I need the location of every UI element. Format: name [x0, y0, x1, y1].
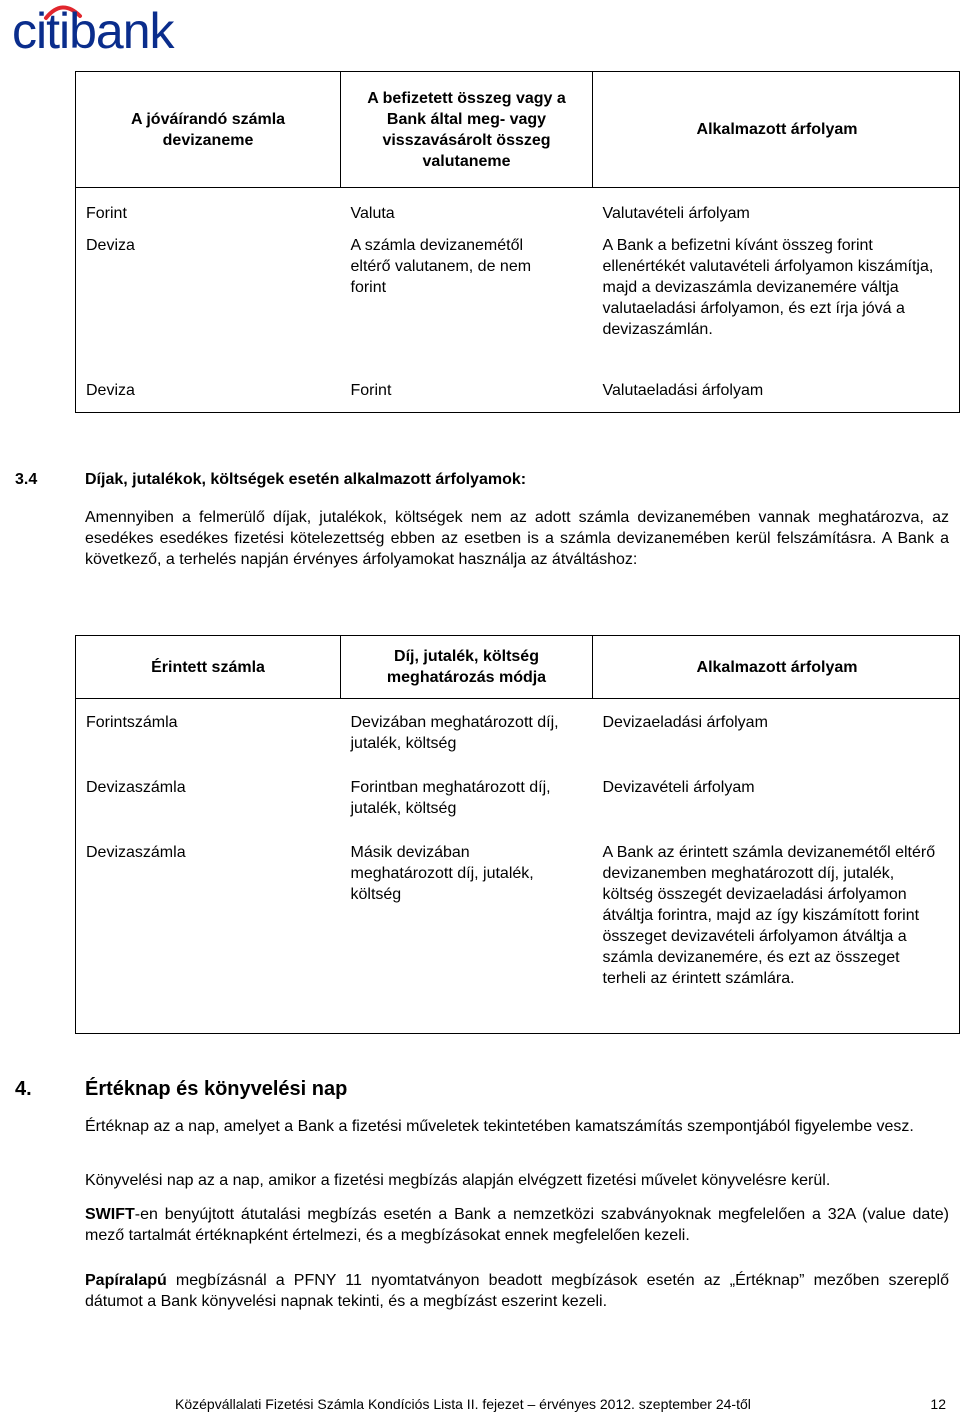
section-number: 3.4: [15, 471, 38, 488]
currency-conversion-table: [75, 71, 960, 413]
section-paragraph: Amennyiben a felmerülő díjak, jutalékok, költségek nem az adott számla devizanemében vannak meghatározva, az esedékes esedékes fizetési kötelezettség ebben az esetben is a számla devizanemében kerül felszámításra. A Bank a következő, a terhelés napján érvényes árfolyamokat használja az átváltáshoz:: [85, 509, 949, 568]
table-cell: Devizavételi árfolyam: [602, 779, 755, 796]
paper-text: megbízásnál a PFNY 11 nyomtatványon beadott megbízások esetén az „Értéknap” mezőben szereplő dátumot a Bank könyvelési napnak tekinti, és a megbízást eszerint kezeli.: [85, 1272, 949, 1310]
paragraph-value-date: Értéknap az a nap, amelyet a Bank a fizetési műveletek tekintetében kamatszámítás szempontjából figyelembe vesz.: [85, 1118, 914, 1135]
table-cell: Devizában meghatározott díj, jutalék, költség: [350, 714, 559, 752]
table-row: [76, 235, 960, 380]
header-cell: Díj, jutalék, költség meghatározás módja: [341, 636, 593, 699]
table-cell: A számla devizanemétől eltérő valutanem, de nem forint: [350, 237, 532, 296]
section-number: 4.: [15, 1078, 32, 1100]
paper-term: Papíralapú: [85, 1272, 167, 1289]
table-cell: Forintban meghatározott díj, jutalék, költség: [350, 779, 551, 817]
table-cell: A Bank az érintett számla devizanemétől eltérő devizanemben meghatározott díj, jutalék, költség összegét devizaeladási árfolyamon átváltja forintra, majd az így kiszámított forint összeget devizavételi árfolyamon átváltja a számla devizanemére, és ezt az összeget terheli az érintett számlára.: [602, 844, 936, 987]
table-cell: Deviza: [86, 382, 135, 399]
logo-wordmark: citibank: [12, 3, 174, 52]
swift-term: SWIFT: [85, 1206, 135, 1223]
table-cell: Forintszámla: [86, 714, 178, 731]
paragraph-booking-date: Könyvelési nap az a nap, amikor a fizetési megbízás alapján elvégzett fizetési művelet könyvelésre kerül.: [85, 1172, 831, 1189]
citibank-logo: [12, 2, 212, 52]
table-header-row: [76, 72, 960, 188]
swift-text: -en benyújtott átutalási megbízás esetén a Bank a nemzetközi szabványoknak megfelelően a 32A (value date) mező tartalmát értéknapként értelmezi, és a megbízásokat ennek megfelelően kezeli.: [85, 1206, 949, 1244]
footer-text: Középvállalati Fizetési Számla Kondíciós Lista II. fejezet – érvényes 2012. szeptember 24-től: [175, 1396, 751, 1412]
table-header-row: [76, 636, 960, 699]
table-row: [76, 764, 960, 829]
citibank-logo-graphic: [12, 2, 212, 52]
table-cell: Devizaszámla: [86, 844, 186, 861]
table-row: [76, 699, 960, 765]
table-cell: Másik devizában meghatározott díj, jutalék, költség: [350, 844, 534, 903]
table-cell: Deviza: [86, 237, 135, 254]
paragraph-paper: [85, 1270, 949, 1312]
section-title: Értéknap és könyvelési nap: [85, 1078, 348, 1100]
header-cell: Alkalmazott árfolyam: [593, 636, 960, 699]
table-cell: Devizaeladási árfolyam: [602, 714, 768, 731]
table-cell: Valutaeladási árfolyam: [602, 382, 764, 399]
table-cell: Valutavételi árfolyam: [602, 205, 750, 222]
header-cell: A befizetett összeg vagy a Bank által meg- vagy visszavásárolt összeg valutaneme: [341, 72, 593, 188]
table-cell: Forint: [86, 205, 127, 222]
paragraph-swift: [85, 1204, 949, 1246]
section-title: Díjak, jutalékok, költségek esetén alkalmazott árfolyamok:: [85, 471, 527, 488]
header-cell: Alkalmazott árfolyam: [593, 72, 960, 188]
header-cell: Érintett számla: [76, 636, 341, 699]
table-row: [76, 188, 960, 236]
table-row: [76, 380, 960, 413]
table-cell: A Bank a befizetni kívánt összeg forint ellenértékét valutavételi árfolyamon kiszámítja, majd a devizaszámla devizanemére váltja valutaeladási árfolyamon, és ezt írja jóvá a devizaszámlán.: [602, 237, 934, 338]
table-cell: Forint: [350, 382, 392, 399]
table-cell: Valuta: [350, 205, 395, 222]
page-number: 12: [930, 1396, 946, 1412]
table-cell: Devizaszámla: [86, 779, 186, 796]
fee-conversion-table: [75, 635, 960, 1034]
table-row: [76, 829, 960, 1034]
header-cell: A jóváírandó számla devizaneme: [76, 72, 341, 188]
